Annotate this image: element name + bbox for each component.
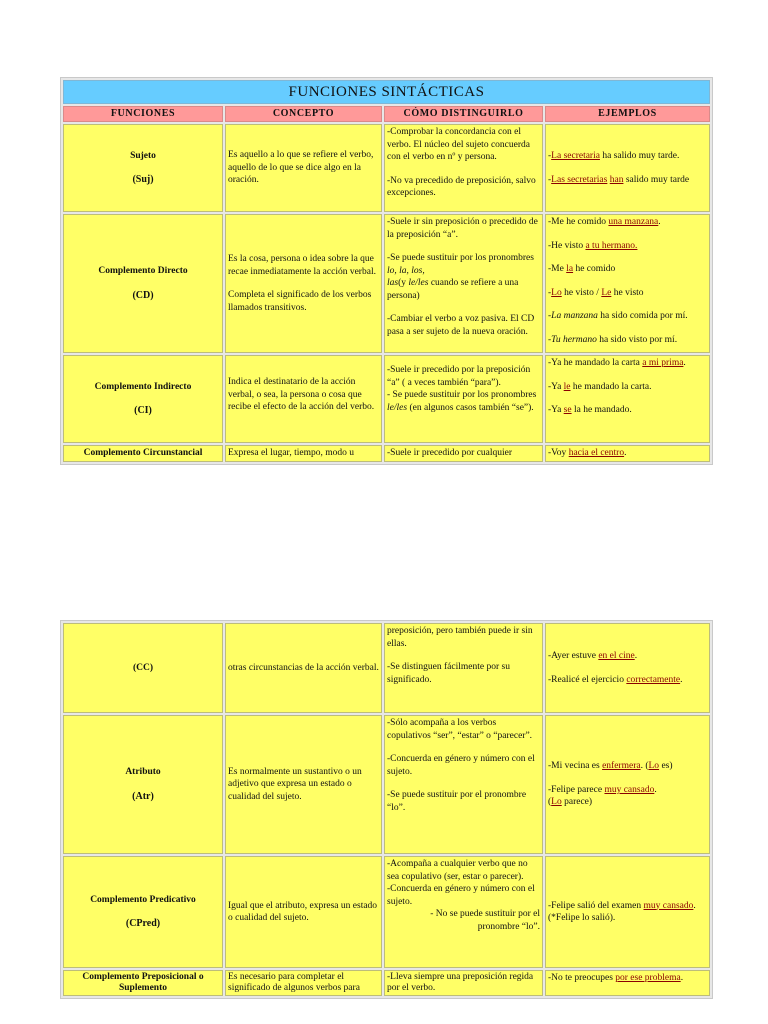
how-text: -Suele ir precedido por la preposición “a” ( a veces también “para”). [387, 365, 531, 388]
how-cell-cpred [384, 856, 543, 968]
function-abbr: (Atr) [132, 790, 154, 802]
example-text: -La secretaria ha salido muy tarde. [548, 151, 680, 161]
function-name: Complemento Directo [98, 266, 188, 276]
how-text: -Suele ir sin preposición o precedido de la preposición “a”. [387, 217, 538, 240]
function-name: Complemento Indirecto [94, 381, 192, 392]
header-como-distinguirlo: CÓMO DISTINGUIRLO [384, 106, 543, 122]
header-funciones: FUNCIONES [63, 106, 223, 122]
concept-text: Completa el significado de los verbos llamados transitivos. [228, 290, 372, 313]
how-text: preposición, pero también puede ir sin ellas. [387, 626, 533, 649]
concept-text: Expresa el lugar, tiempo, modo u [225, 445, 382, 462]
underlined-example: han [609, 174, 624, 185]
table-row-complemento-circunstancial [63, 445, 710, 462]
example-text: -Mi vecina es enfermera. (Lo es) [548, 761, 673, 772]
example-cell-atributo [545, 715, 710, 854]
example-cell-sujeto [545, 124, 710, 212]
how-text: -Concuerda en género y número con el sujeto. [387, 754, 535, 777]
example-text: -Tu hermano ha sido visto por mí. [548, 334, 678, 345]
example-text: -La manzana ha sido comida por mí. [548, 311, 688, 321]
how-text: -Acompaña a cualquier verbo que no sea copulativo (ser, estar o parecer). [387, 859, 528, 882]
syntactic-functions-table-page1 [60, 77, 713, 465]
example-text: -He visto a tu hermano. [548, 240, 638, 251]
function-abbr: (CD) [132, 289, 154, 301]
example-cell-cd [545, 214, 710, 353]
syntactic-functions-table-page2 [60, 620, 713, 999]
how-text: -Suele ir precedido por cualquier [384, 445, 543, 462]
how-cell-atributo [384, 715, 543, 854]
example-cell-cprep: -No te preocupes por ese problema. [545, 970, 710, 996]
concept-cell-sujeto [225, 124, 382, 212]
example-text: -Ya se la he mandado. [548, 405, 632, 415]
how-text: - No se puede sustituir por el pronombre “lo”. [430, 909, 540, 932]
function-cell-atributo [63, 715, 223, 854]
function-cell-cd [63, 214, 223, 353]
concept-text: Es normalmente un sustantivo o un adjetivo que expresa un estado o cualidad del sujeto. [225, 715, 382, 854]
how-cell-cd [384, 214, 543, 353]
how-cell-ci [384, 355, 543, 443]
table-row-complemento-predicativo [63, 856, 710, 968]
example-cell-ci [545, 355, 710, 443]
how-cell-sujeto [384, 124, 543, 212]
function-name: Complemento Predicativo [90, 894, 196, 905]
example-cell-cpred [545, 856, 710, 968]
concept-cell-ci [225, 355, 382, 443]
function-abbr: (Suj) [132, 174, 154, 185]
table-title: FUNCIONES SINTÁCTICAS [63, 80, 710, 104]
concept-text: Es la cosa, persona o idea sobre la que recae inmediatamente la acción verbal. [228, 254, 376, 277]
how-text: -Sólo acompaña a los verbos copulativos “ser”, “estar” o “parecer”. [387, 718, 533, 741]
how-text: -Lleva siempre una preposición regida por el verbo. [384, 970, 543, 996]
underlined-example: La secretaria [551, 151, 600, 161]
example-text: -Me he comido una manzana. [548, 217, 661, 227]
concept-cell-cd [225, 214, 382, 353]
header-ejemplos: EJEMPLOS [545, 106, 710, 122]
function-abbr: (CI) [134, 405, 152, 416]
example-text: -Ya le he mandado la carta. [548, 381, 652, 392]
how-text: -Se puede sustituir por los pronombres lo, la, los, las(y le/les cuando se refiere a una persona) [387, 253, 534, 301]
function-name: Sujeto [130, 150, 156, 161]
function-abbr: (CC) [63, 623, 223, 713]
how-text: -Concuerda en género y número con el sujeto. [387, 884, 535, 907]
function-abbr: (CPred) [125, 918, 161, 929]
table-row-atributo [63, 715, 710, 854]
example-text: -Me la he comido [548, 264, 616, 274]
example-text: -Realicé el ejercicio correctamente. [548, 674, 683, 685]
function-name: Complemento Circunstancial [63, 445, 223, 462]
example-text: -Las secretarias han salido muy tarde [548, 174, 690, 185]
example-text: -Ayer estuve en el cine. [548, 651, 638, 661]
table-row-cc-continued [63, 623, 710, 713]
table-row-complemento-indirecto [63, 355, 710, 443]
how-text: -Se puede sustituir por el pronombre “lo”. [387, 790, 527, 813]
table-row-sujeto [63, 124, 710, 212]
function-name: Complemento Preposicional o Suplemento [63, 970, 223, 996]
concept-text: otras circunstancias de la acción verbal. [225, 623, 382, 713]
concept-text: Igual que el atributo, expresa un estado o cualidad del sujeto. [225, 856, 382, 968]
concept-text: Es necesario para completar el significado de algunos verbos para [225, 970, 382, 996]
how-text: -Cambiar el verbo a voz pasiva. El CD pasa a ser sujeto de la nueva oración. [387, 314, 535, 337]
how-text: -Se distinguen fácilmente por su significado. [387, 662, 510, 685]
underlined-example: Las secretarias [551, 174, 608, 185]
example-cell-cc-head: -Voy hacia el centro. [545, 445, 710, 462]
how-text: -Comprobar la concordancia con el verbo. El núcleo del sujeto concuerda con el verbo en nº y persona. [387, 127, 530, 162]
table-row-complemento-preposicional [63, 970, 710, 996]
header-concepto: CONCEPTO [225, 106, 382, 122]
example-text: -Lo he visto / Le he visto [548, 287, 644, 298]
function-name: Atributo [125, 767, 161, 777]
table-row-complemento-directo [63, 214, 710, 353]
how-cell-cc [384, 623, 543, 713]
example-cell-cc [545, 623, 710, 713]
example-text: -Felipe parece muy cansado. (Lo parece) [548, 784, 657, 808]
example-text: -Ya he mandado la carta a mi prima. [548, 358, 686, 368]
function-cell-sujeto [63, 124, 223, 212]
how-text: - Se puede sustituir por los pronombres le/les (en algunos casos también “se”). [387, 390, 537, 413]
function-cell-cpred [63, 856, 223, 968]
example-text: -Felipe salió del examen muy cansado. (*Felipe lo salió). [548, 900, 696, 923]
how-text: -No va precedido de preposición, salvo excepciones. [387, 175, 536, 198]
concept-text: Indica el destinatario de la acción verbal, o sea, la persona o cosa que recibe el efecto de la acción del verbo. [228, 377, 375, 412]
function-cell-ci [63, 355, 223, 443]
concept-text: Es aquello a lo que se refiere el verbo, aquello de lo que se dice algo en la oración. [228, 150, 374, 186]
